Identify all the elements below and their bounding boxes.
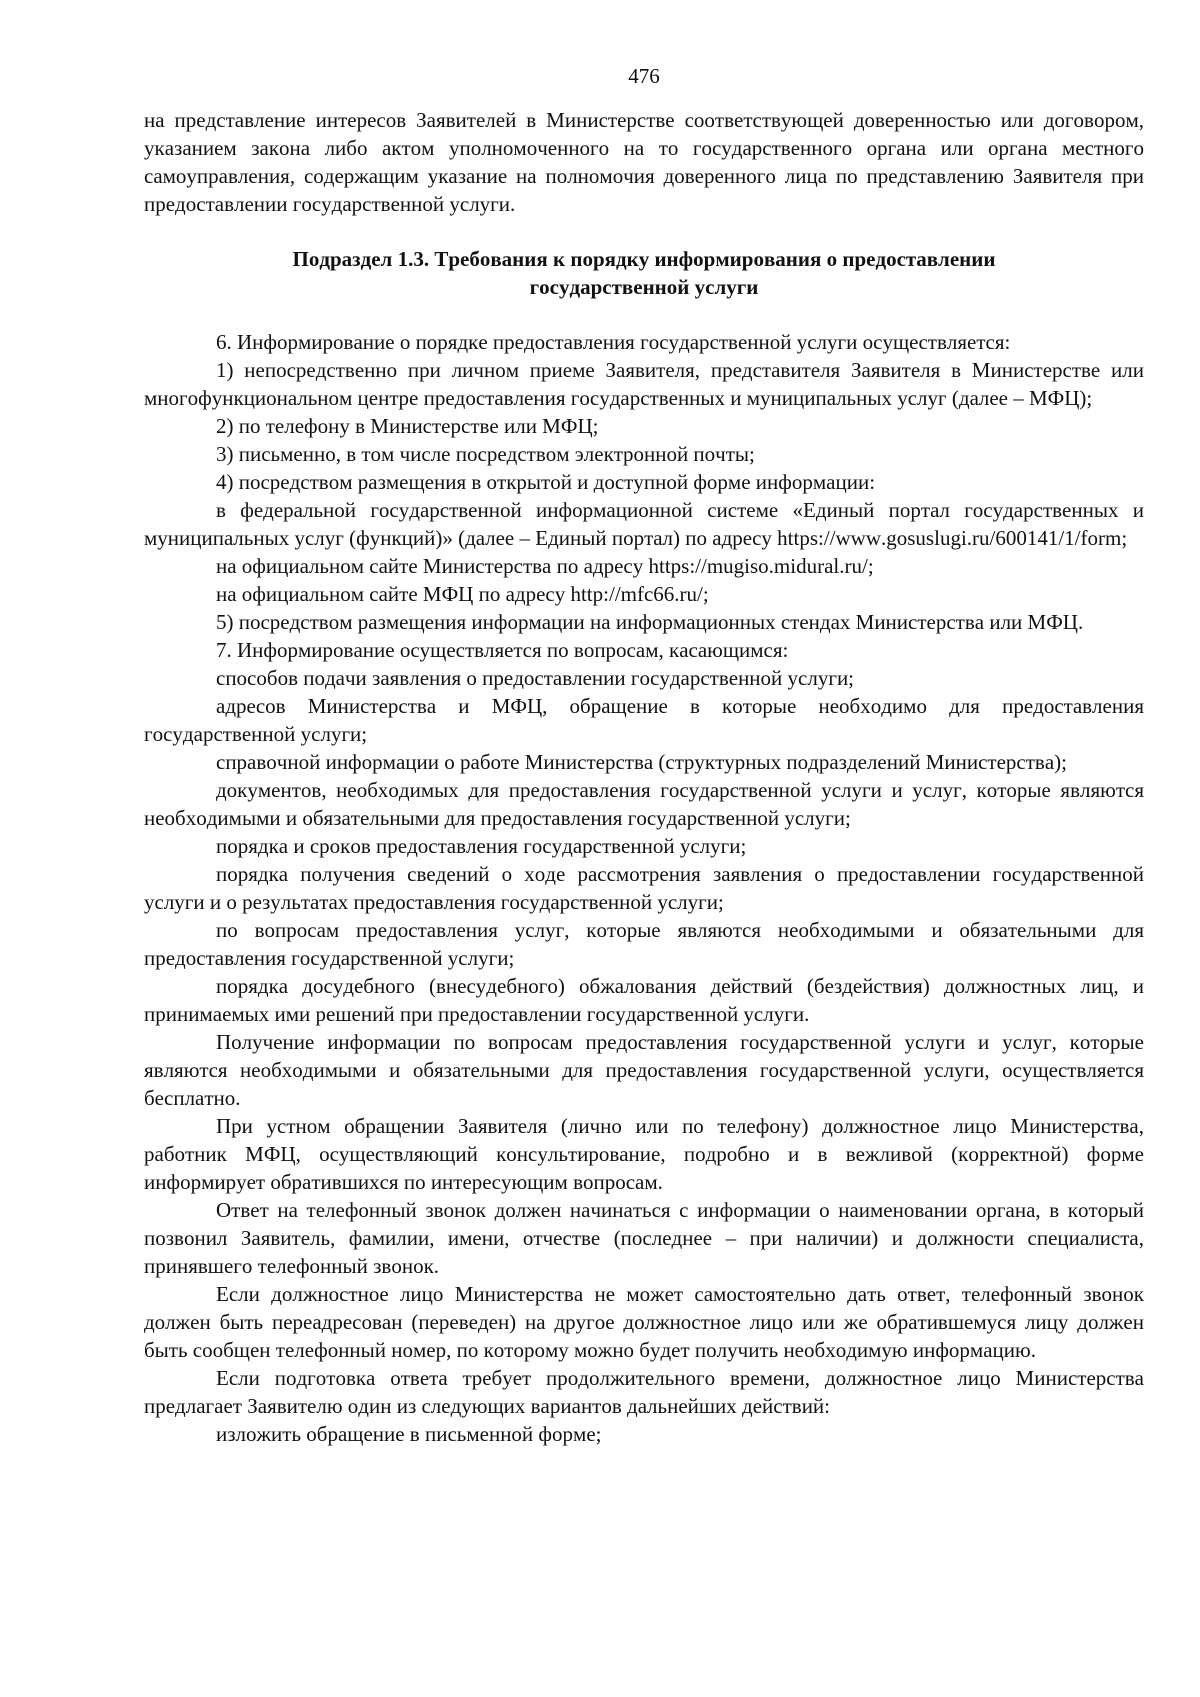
paragraph-ministry-site: на официальном сайте Министерства по адресу https://mugiso.midural.ru/;: [216, 554, 874, 578]
paragraph-subitem-1: 1) непосредственно при личном приеме Заявителя, представителя Заявителя в Министерстве или многофункциональном центре предоставления государственных и муниципальных услуг (далее – МФЦ);: [144, 358, 1144, 410]
paragraph-topic-appeal: порядка досудебного (внесудебного) обжалования действий (бездействия) должностных лиц, и принимаемых ими решений при предоставлении государственной услуги.: [144, 974, 1144, 1026]
paragraph-subitem-5: 5) посредством размещения информации на информационных стендах Министерства или МФЦ.: [216, 610, 1084, 634]
paragraph-redirect-call: Если должностное лицо Министерства не может самостоятельно дать ответ, телефонный звонок должен быть переадресован (переведен) на другое должностное лицо или же обратившемуся лицу должен быть сообщен телефонный номер, по которому можно будет получить необходимую информацию.: [144, 1282, 1144, 1362]
paragraph-subitem-2: 2) по телефону в Министерстве или МФЦ;: [216, 414, 599, 438]
paragraph-item-6: 6. Информирование о порядке предоставления государственной услуги осуществляется:: [216, 330, 1011, 354]
paragraph-free-of-charge: Получение информации по вопросам предоставления государственной услуги и услуг, которые являются необходимыми и обязательными для предоставления государственной услуги, осуществляется бесплатно.: [144, 1030, 1144, 1110]
section-title: [144, 245, 1144, 301]
section-title-line-2: государственной услуги: [529, 275, 759, 299]
paragraph-topic-reference-info: справочной информации о работе Министерства (структурных подразделений Министерства);: [216, 750, 1067, 774]
paragraph-subitem-3: 3) письменно, в том числе посредством электронной почты;: [216, 442, 755, 466]
document-page: [144, 62, 1144, 1448]
intro-paragraph: на представление интересов Заявителей в Министерстве соответствующей доверенностью или договором, указанием закона либо актом уполномоченного на то государственного органа или органа местного самоуправления, содержащим указание на полномочия доверенного лица по представлению Заявителя при предоставлении государственной услуги.: [144, 108, 1144, 216]
paragraph-oral-request: При устном обращении Заявителя (лично или по телефону) должностное лицо Министерства, работник МФЦ, осуществляющий консультирование, подробно и в вежливой (корректной) форме информирует обратившихся по интересующим вопросам.: [144, 1114, 1144, 1194]
paragraph-topic-submission: способов подачи заявления о предоставлении государственной услуги;: [216, 666, 855, 690]
page-number: 476: [628, 64, 660, 88]
paragraph-topic-terms: порядка и сроков предоставления государственной услуги;: [216, 834, 747, 858]
paragraph-topic-documents: документов, необходимых для предоставления государственной услуги и услуг, которые являются необходимыми и обязательными для предоставления государственной услуги;: [144, 778, 1144, 830]
paragraph-mfc-site: на официальном сайте МФЦ по адресу http://mfc66.ru/;: [216, 582, 709, 606]
paragraph-phone-answer: Ответ на телефонный звонок должен начинаться с информации о наименовании органа, в который позвонил Заявитель, фамилии, имени, отчестве (последнее – при наличии) и должности специалиста, принявшего телефонный звонок.: [144, 1198, 1144, 1278]
paragraph-long-preparation: Если подготовка ответа требует продолжительного времени, должностное лицо Министерства предлагает Заявителю один из следующих вариантов дальнейших действий:: [144, 1366, 1144, 1418]
paragraph-unified-portal: в федеральной государственной информационной системе «Единый портал государственных и муниципальных услуг (функций)» (далее – Единый портал) по адресу https://www.gosuslugi.ru/600141/1/form;: [144, 498, 1144, 550]
section-title-line-1: Подраздел 1.3. Требования к порядку информирования о предоставлении: [292, 247, 996, 271]
paragraph-topic-progress: порядка получения сведений о ходе рассмотрения заявления о предоставлении государственной услуги и о результатах предоставления государственной услуги;: [144, 862, 1144, 914]
paragraph-subitem-4: 4) посредством размещения в открытой и доступной форме информации:: [216, 470, 876, 494]
paragraph-topic-mandatory-services: по вопросам предоставления услуг, которые являются необходимыми и обязательными для предоставления государственной услуги;: [144, 918, 1144, 970]
paragraph-topic-addresses: адресов Министерства и МФЦ, обращение в которые необходимо для предоставления государственной услуги;: [144, 694, 1144, 746]
paragraph-written-form: изложить обращение в письменной форме;: [216, 1422, 602, 1446]
paragraph-item-7: 7. Информирование осуществляется по вопросам, касающимся:: [216, 638, 789, 662]
